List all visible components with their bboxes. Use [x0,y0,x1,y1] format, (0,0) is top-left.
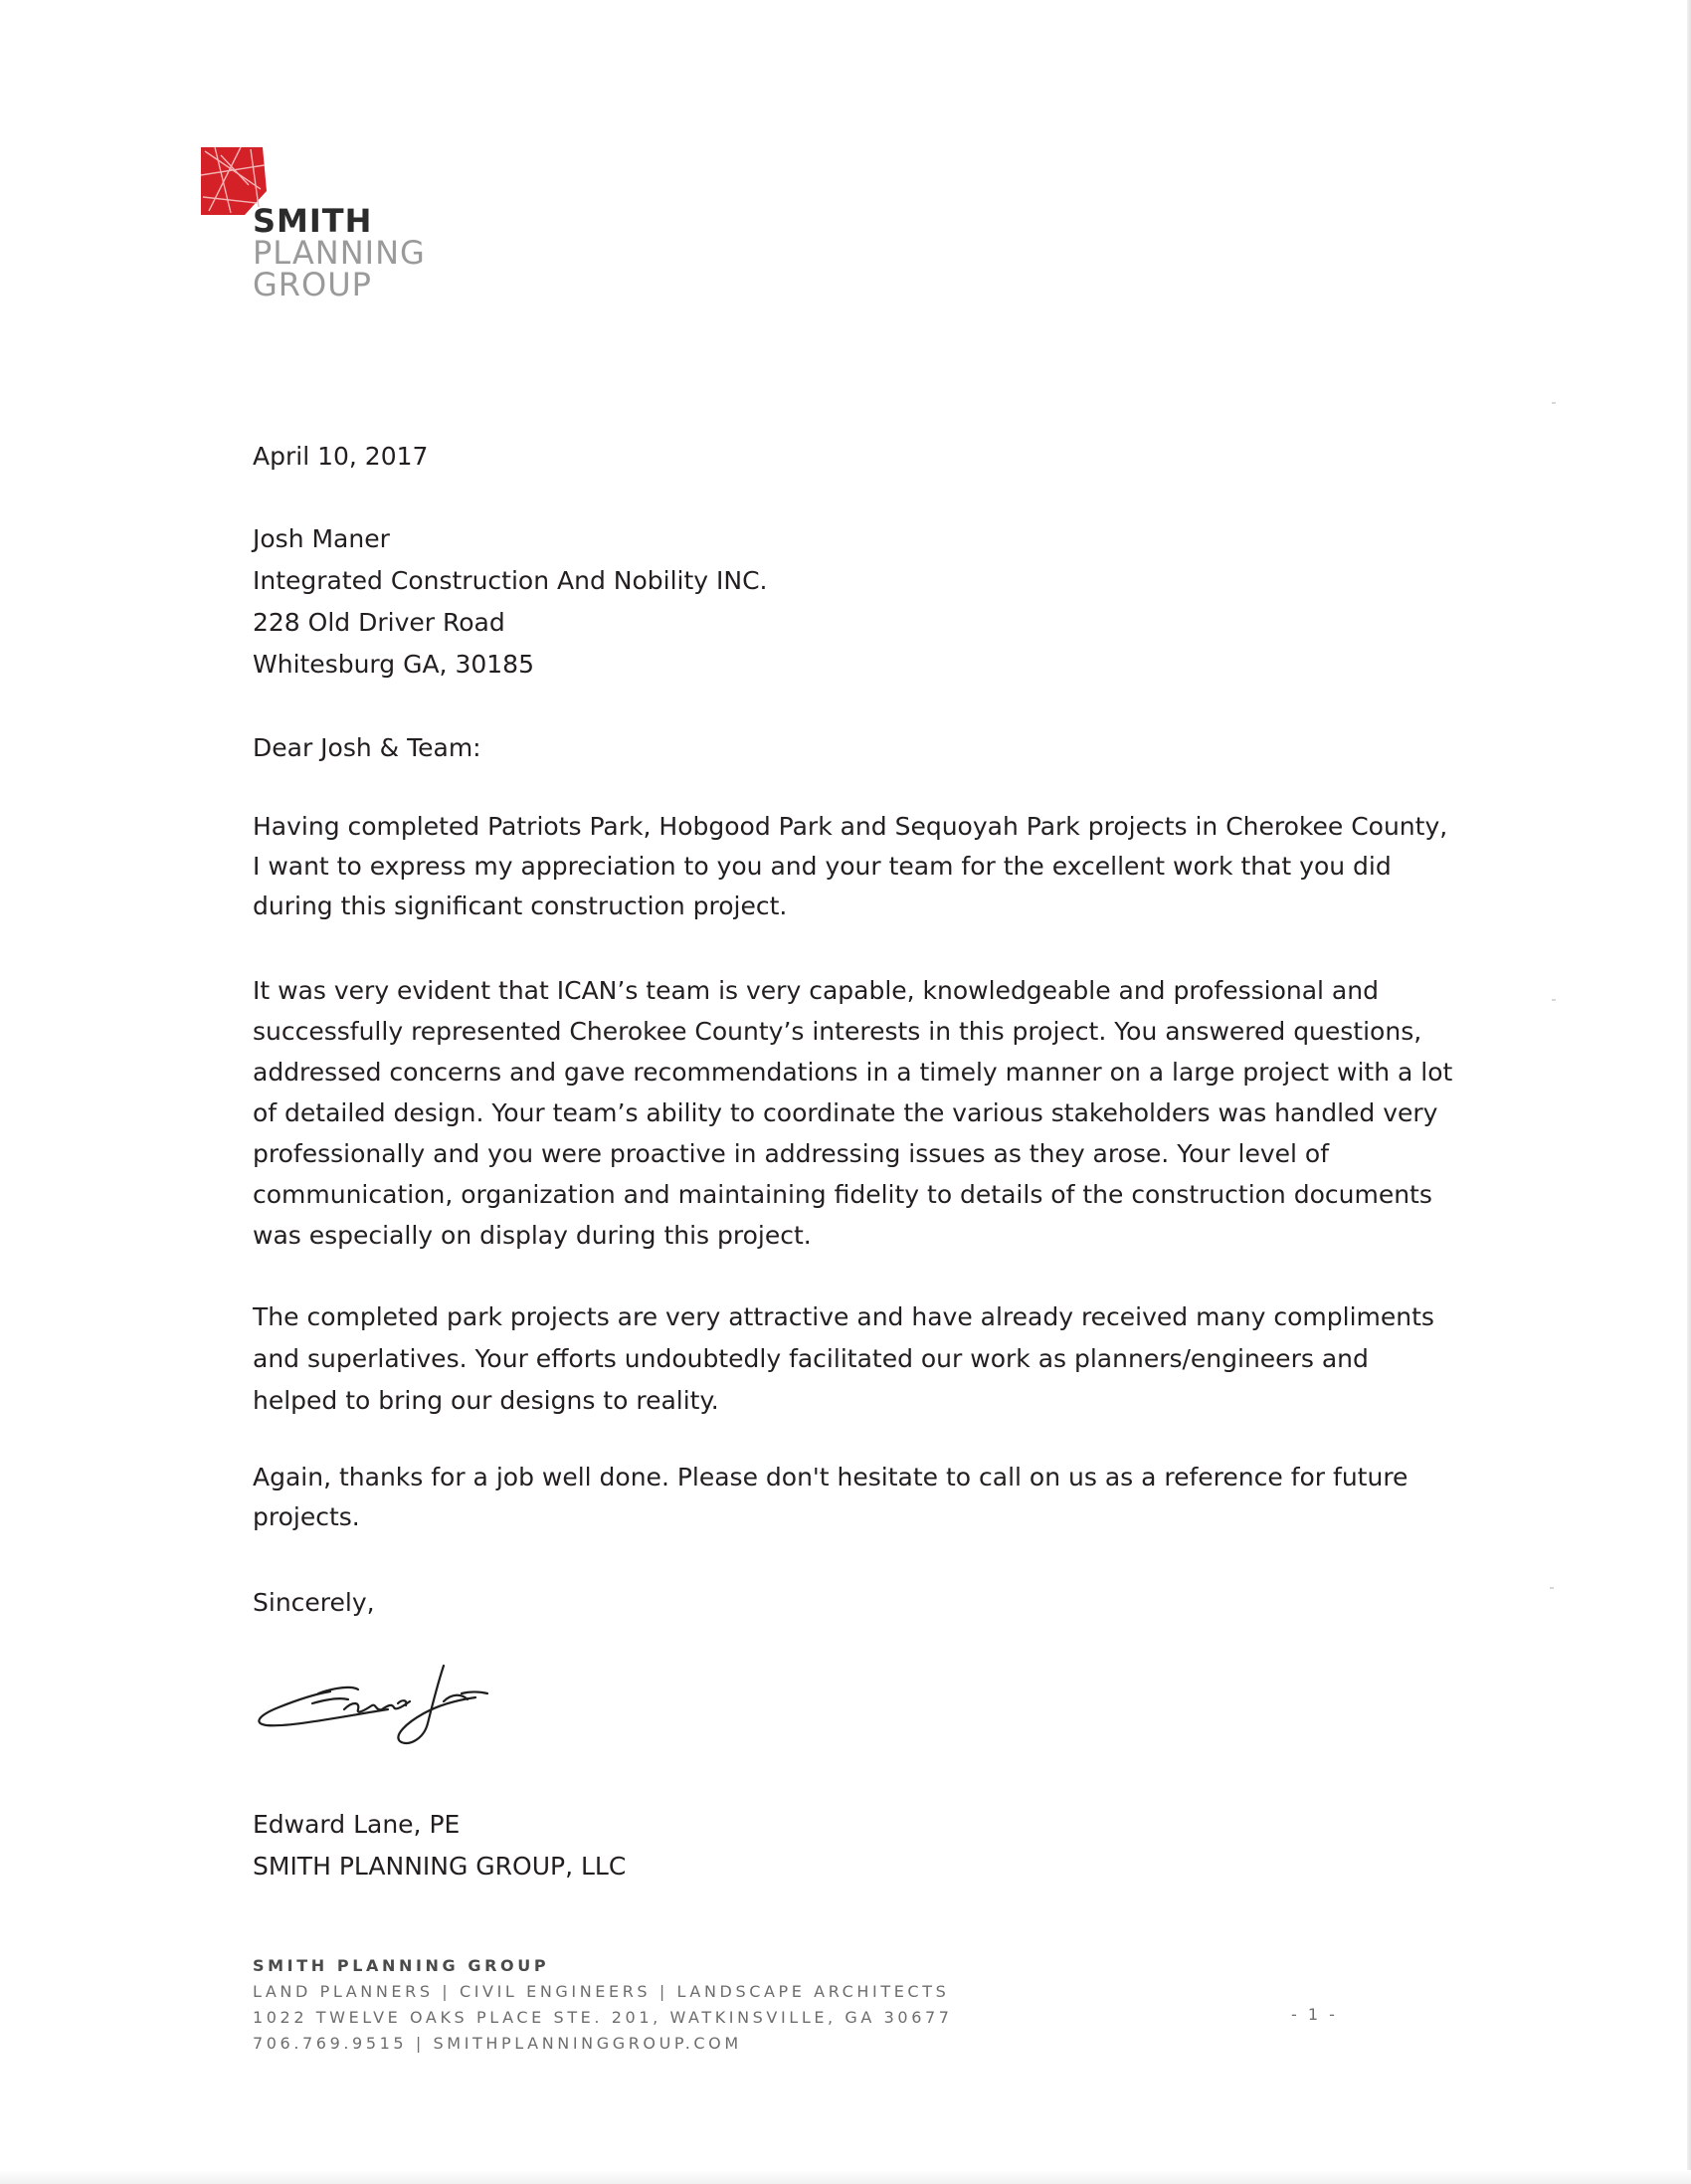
paragraph-line: communication, organization and maintaining fidelity to details of the construction documents [253,1180,1432,1209]
logo-line-planning: PLANNING [253,234,426,272]
recipient-address-block [253,518,767,686]
company-logo [201,145,460,304]
footer-address: 1022 TWELVE OAKS PLACE STE. 201, WATKINSVILLE, GA 30677 [253,2008,953,2027]
paragraph-line: and superlatives. Your efforts undoubtedly facilitated our work as planners/engineers and [253,1344,1369,1373]
paragraph-line: I want to express my appreciation to you and your team for the excellent work that you did [253,852,1392,881]
handwritten-signature [249,1664,557,1763]
paragraph-line: projects. [253,1502,360,1531]
signer-company: SMITH PLANNING GROUP, LLC [253,1852,627,1881]
paragraph-line: was especially on display during this project. [253,1221,812,1250]
logo-wordmark [253,202,426,303]
footer-contact: 706.769.9515 | SMITHPLANNINGGROUP.COM [253,2034,742,2053]
paragraph-line: Having completed Patriots Park, Hobgood Park and Sequoyah Park projects in Cherokee County, [253,812,1448,841]
page-edge-shadow [1687,0,1691,2184]
salutation: Dear Josh & Team: [253,733,481,762]
paragraph-line: It was very evident that ICAN’s team is very capable, knowledgeable and professional and [253,976,1379,1005]
scan-speck [1550,1587,1554,1589]
paragraph-line: The completed park projects are very attractive and have already received many compliments [253,1302,1434,1331]
paragraph-line: professionally and you were proactive in addressing issues as they arose. Your level of [253,1139,1330,1168]
paragraph-line: helped to bring our designs to reality. [253,1386,719,1415]
recipient-street: 228 Old Driver Road [253,608,505,637]
signer-name: Edward Lane, PE [253,1810,461,1839]
page-number: - 1 - [1291,2005,1338,2024]
recipient-city-state-zip: Whitesburg GA, 30185 [253,650,534,679]
paragraph-line: during this significant construction project. [253,892,788,920]
signer-block [253,1804,626,1887]
paragraph-line: addressed concerns and gave recommendations in a timely manner on a large project with a lot [253,1058,1453,1087]
footer-services: LAND PLANNERS | CIVIL ENGINEERS | LANDSCAPE ARCHITECTS [253,1982,950,2001]
scan-speck [1552,402,1556,404]
recipient-company: Integrated Construction And Nobility INC. [253,566,768,595]
page-bottom-shadow [0,2170,1691,2184]
letter-date: April 10, 2017 [253,442,429,471]
paragraph-line: successfully represented Cherokee County’s interests in this project. You answered questions, [253,1017,1422,1046]
logo-line-group: GROUP [253,266,372,303]
paragraph-2 [253,970,1453,1256]
paragraph-line: Again, thanks for a job well done. Please don't hesitate to call on us as a reference for future [253,1463,1409,1491]
scan-speck [1552,999,1556,1001]
closing: Sincerely, [253,1588,375,1617]
footer-company: SMITH PLANNING GROUP [253,1956,550,1975]
logo-line-smith: SMITH [253,202,373,240]
paragraph-line: of detailed design. Your team’s ability to coordinate the various stakeholders was handled very [253,1098,1438,1127]
paragraph-3 [253,1296,1434,1422]
letterhead-footer [253,1953,953,2057]
recipient-name: Josh Maner [253,524,390,553]
paragraph-4 [253,1458,1407,1537]
paragraph-1 [253,807,1448,926]
